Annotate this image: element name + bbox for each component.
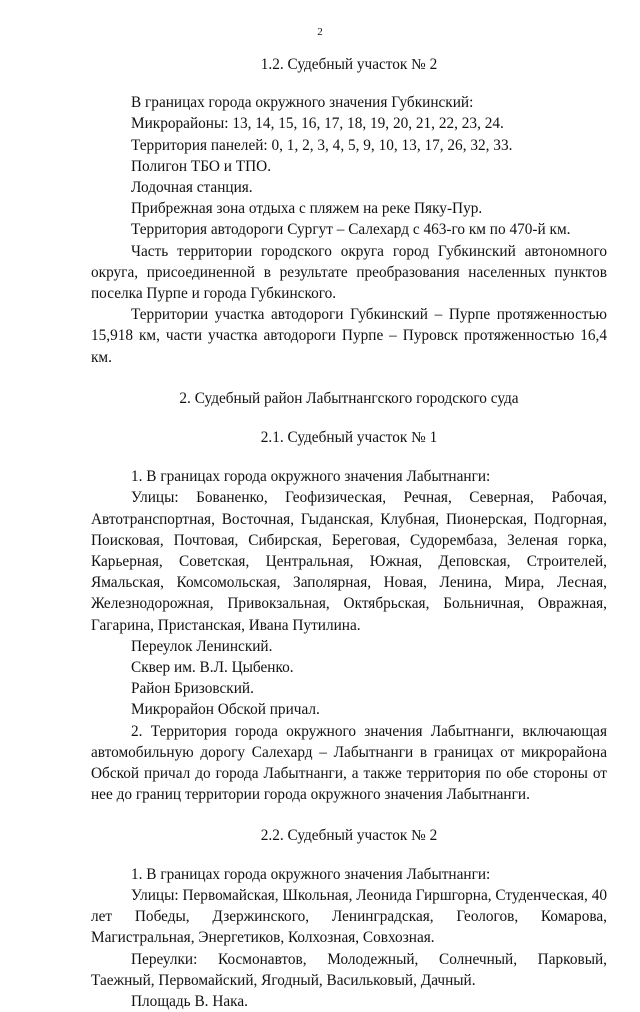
list-item: 2. Территория города окружного значения Лабытнанги, включающая автомобильную дорогу Салехард – Лабытнанги в границах от микрорайона Обской причал до города Лабытнанги, а также территория по обе стороны от нее до границ территории города окружного значения Лабытнанги. (91, 722, 607, 804)
text-line: В границах города окружного значения Губкинский: (131, 94, 474, 112)
document-body (91, 54, 607, 1012)
text-line: Территория автодороги Сургут – Салехард с 463-го км по 470-й км. (131, 221, 571, 239)
square-line: Площадь В. Нака. (131, 992, 248, 1010)
page-number: 2 (317, 26, 323, 38)
text-line: Лодочная станция. (131, 179, 253, 197)
section-1-2-list (131, 92, 607, 240)
text-line: Микрорайоны: 13, 14, 15, 16, 17, 18, 19, 20, 21, 22, 23, 24. (131, 115, 504, 133)
list-item: 1. В границах города окружного значения Лабытнанги: (131, 468, 491, 486)
streets-paragraph: Улицы: Бованенко, Геофизическая, Речная, Северная, Рабочая, Автотранспортная, Восточная, Гыданская, Клубная, Пионерская, Подгорная, Поисковая, Почтовая, Сибирская, Береговая, Судорембаза, Зеленая горка, Карьерная, Советская, Центральная, Южная, Деповская, Строителей, Ямальская, Комсомольская, Заполярная, Новая, Ленина, Мира, Лесная, Железнодорожная, Привокзальная, Октябрьская, Больничная, Овражная, Гагарина, Пристанская, Ивана Путилина. (91, 489, 607, 634)
section-heading-1-2: 1.2. Судебный участок № 2 (260, 56, 438, 73)
text-line: Переулок Ленинский. (131, 637, 273, 655)
text-line: Микрорайон Обской причал. (131, 701, 320, 719)
paragraph: Часть территории городского округа город Губкинский автономного округа, присоединенной в результате преобразования населенных пунктов поселка Пурпе и города Губкинского. (91, 242, 607, 303)
text-line: Территория панелей: 0, 1, 2, 3, 4, 5, 9, 10, 13, 17, 26, 32, 33. (131, 136, 513, 154)
paragraph: Территории участка автодороги Губкинский – Пурпе протяженностью 15,918 км, части участка автодороги Пурпе – Пуровск протяженностью 16,4 км. (91, 306, 607, 366)
section-2-1-list (131, 636, 607, 721)
list-item: 1. В границах города окружного значения Лабытнанги: (131, 865, 491, 883)
text-line: Сквер им. В.Л. Цыбенко. (131, 659, 294, 677)
section-heading-2-2: 2.2. Судебный участок № 2 (260, 826, 438, 844)
streets-paragraph: Улицы: Первомайская, Школьная, Леонида Гиршгорна, Студенческая, 40 лет Победы, Дзержинского, Ленинградская, Геологов, Комарова, Магистральная, Энергетиков, Колхозная, Совхозная. (91, 886, 607, 947)
section-heading-2: 2. Судебный район Лабытнангского городского суда (179, 389, 519, 407)
text-line: Прибрежная зона отдыха с пляжем на реке Пяку-Пур. (131, 200, 483, 218)
text-line: Район Бризовский. (131, 680, 254, 698)
section-heading-2-1: 2.1. Судебный участок № 1 (260, 429, 438, 447)
text-line: Полигон ТБО и ТПО. (131, 157, 272, 175)
lanes-paragraph: Переулки: Космонавтов, Молодежный, Солнечный, Парковый, Таежный, Первомайский, Ягодный, Васильковый, Дачный. (91, 950, 607, 989)
